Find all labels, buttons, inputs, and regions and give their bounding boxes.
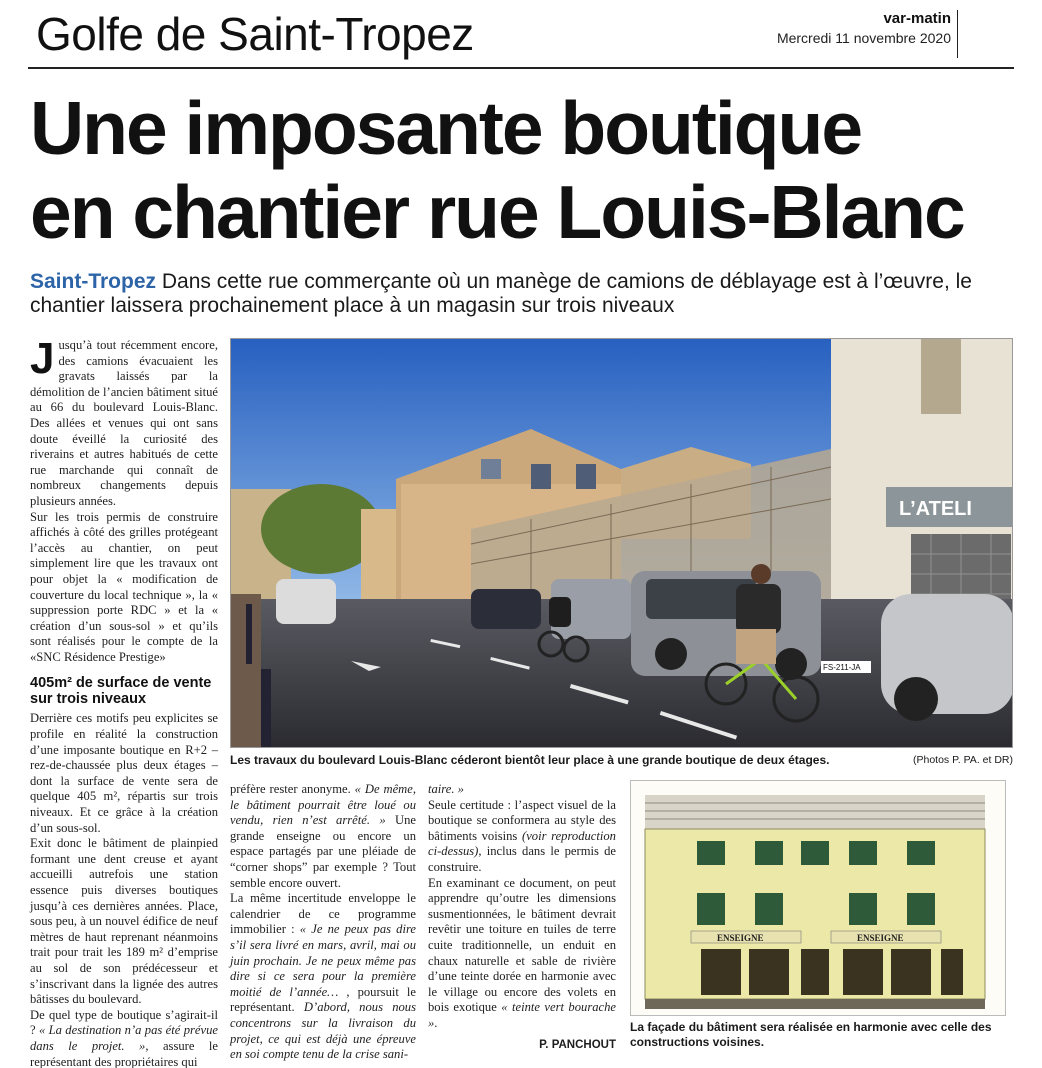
article-paragraph xyxy=(30,1008,218,1068)
quote-text: « De même, le bâtiment pourrait être loué ou vendu, rien n’est arrêté. » xyxy=(230,782,416,828)
section-title: Golfe de Saint-Tropez xyxy=(36,8,474,60)
article-paragraph xyxy=(428,876,616,1032)
header-rule xyxy=(28,67,1014,69)
article-subhead: 405m² de surface de vente sur trois niveaux xyxy=(30,675,212,708)
article-paragraph xyxy=(230,891,416,1063)
photo-credit: (Photos P. PA. et DR) xyxy=(913,754,1013,766)
paragraph-text: usqu’à tout récemment encore, des camions évacuaient les gravats laissés par la démolition de l’ancien bâtiment situé au 66 du boulevard Louis-Blanc. Des allées et venues qui ont sans doute éveillé la curiosité des riverains et autres habitués de cette rue marchande qui connaît de nombreux changements depuis plusieurs années. xyxy=(30,338,218,508)
photo-caption-text: Les travaux du boulevard Louis-Blanc céderont bientôt leur place à une grande boutique de deux étages. xyxy=(230,753,830,767)
standfirst-place: Saint-Tropez xyxy=(30,270,157,293)
sign-text-left: ENSEIGNE xyxy=(717,933,764,943)
license-plate-text: FS-211-JA xyxy=(823,663,861,672)
reference-text: (voir reproduction ci-dessus) xyxy=(428,828,616,859)
article-paragraph xyxy=(428,798,616,876)
paragraph-text: En examinant ce document, on peut apprendre qu’outre les dimensions susmentionnées, le bâtiment devrait revêtir une toiture en tuiles de terre cuite traditionnelle, un enduit en chaux naturelle et sable de rivière d’une teinte dorée en harmonie avec le village ou encore des volets en bois exotique xyxy=(428,875,616,1015)
standfirst xyxy=(30,270,1020,318)
quote-text: « teinte vert bourache » xyxy=(428,1000,616,1030)
drawing-caption: La façade du bâtiment sera réalisée en harmonie avec celle des constructions voisines. xyxy=(630,1020,992,1049)
article-paragraph xyxy=(230,782,416,891)
article-paragraph xyxy=(428,782,616,798)
article-column-1 xyxy=(30,334,218,1068)
article-paragraph: Derrière ces motifs peu explicites se profile en réalité la construction d’une imposante boutique en R+2 – rez-de-chaussée plus deux étages – dont la surface de vente sera de quelque 405 m², répartis sur trois niveaux. Et ce grâce à la création d’un sous-sol. xyxy=(30,711,218,835)
street-photo xyxy=(230,338,1013,748)
headline xyxy=(30,86,1020,254)
article-column-3 xyxy=(428,782,616,1053)
paragraph-text: Seule certitude : l’aspect visuel de la boutique se conformera au style des bâtiments voisins xyxy=(428,797,616,843)
newspaper-brand: var-matin xyxy=(883,10,951,27)
photo-caption xyxy=(230,752,1013,768)
paragraph-text: Une grande enseigne ou encore un espace partagés par une pléiade de “corner shops” par exemple ? Tout semble encore ouvert. xyxy=(230,813,416,890)
paragraph-text: , inclus dans le permis de construire. xyxy=(428,844,616,874)
paragraph-text: , assure le représentant des propriétaires qui xyxy=(30,1038,218,1068)
sign-text-right: ENSEIGNE xyxy=(857,933,904,943)
standfirst-text: Dans cette rue commerçante où un manège de camions de déblayage est à l’œuvre, le chantier laissera prochainement place à un magasin sur trois niveaux xyxy=(30,270,972,317)
quote-text: D’abord, nous nous concentrons sur la livraison du projet, ce qui est déjà une épreuve en soi compte tenu de la crise sani- xyxy=(230,1000,416,1062)
article-paragraph: Exit donc le bâtiment de plainpied formant une dent creuse et ayant accueilli autrefois une station essence puis diverses boutiques jusqu’à ces dernières années. Place, sous peu, à un nouvel édifice de neuf mètres de haut reprenant néanmoins trait pour trait les 189 m² d’emprise au sol de son prédécesseur et s’inscrivant dans la lignée des autres bâtisses du boulevard. xyxy=(30,836,218,1007)
paragraph-text: . xyxy=(434,1015,438,1030)
author-signature: P. PANCHOUT xyxy=(539,1038,616,1051)
headline-line-2: en chantier rue Louis-Blanc xyxy=(30,170,964,254)
shop-sign-text: L’ATELI xyxy=(899,498,972,520)
paragraph-text: La même incertitude enveloppe le calendrier de ce programme immobilier : xyxy=(230,891,416,937)
publication-date: Mercredi 11 novembre 2020 xyxy=(776,30,951,46)
drop-cap: J xyxy=(30,334,55,383)
facade-drawing xyxy=(630,780,1006,1016)
article-paragraph: Sur les trois permis de construire affichés à côté des grilles protégeant l’accès au chantier, on peut simplement lire que les travaux ont pour objet la « modification de couverture du local technique », la « suppression porte RDC » et la « création d’un sous-sol » et qu’ils sont réalisés pour le compte de la «SNC Résidence Prestige» xyxy=(30,509,218,664)
masthead xyxy=(777,10,958,58)
article-column-2 xyxy=(230,782,416,1063)
quote-text: taire. » xyxy=(428,782,464,796)
paragraph-text: préfère rester anonyme. xyxy=(230,782,355,796)
paragraph-text: De quel type de boutique s’agirait-il ? xyxy=(30,1007,218,1038)
quote-text: « Je ne peux pas dire s’il sera livré en mars, avril, mai ou juin prochain. Je ne peux même pas dire si ce sera pour la première moitié de l’année… xyxy=(230,922,416,999)
quote-text: « La destination n’a pas été prévue dans le projet. » xyxy=(30,1023,218,1053)
paragraph-text: , poursuit le représentant. xyxy=(230,984,416,1015)
headline-line-1: Une imposante boutique xyxy=(30,86,862,170)
article-paragraph xyxy=(30,334,218,510)
